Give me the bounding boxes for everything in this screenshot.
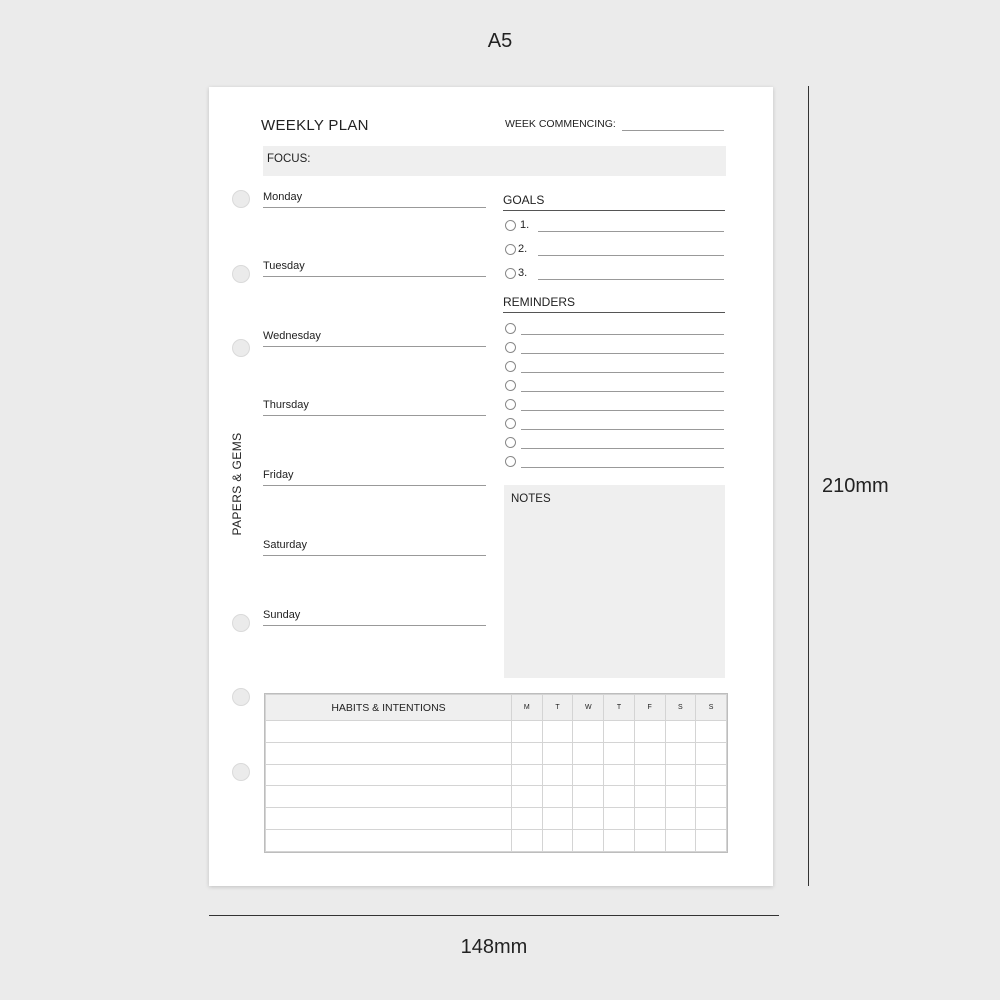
day-label: Wednesday (263, 330, 321, 342)
habit-day-header: S (696, 695, 727, 721)
habit-check-cell[interactable] (634, 721, 665, 743)
habits-body (266, 721, 727, 852)
day-label: Tuesday (263, 260, 305, 272)
habit-check-cell[interactable] (696, 721, 727, 743)
goal-checkbox[interactable] (505, 268, 516, 279)
habit-check-cell[interactable] (696, 764, 727, 786)
habit-day-header: M (512, 695, 543, 721)
habit-day-header: T (604, 695, 635, 721)
habit-row (266, 721, 727, 743)
habit-name-cell[interactable] (266, 742, 512, 764)
day-label: Friday (263, 469, 294, 481)
habit-check-cell[interactable] (542, 764, 573, 786)
habit-check-cell[interactable] (604, 742, 635, 764)
week-commencing-line (622, 130, 724, 131)
page-title: WEEKLY PLAN (261, 117, 369, 134)
goal-number: 3. (518, 267, 528, 279)
habit-check-cell[interactable] (542, 721, 573, 743)
day-label: Monday (263, 191, 303, 203)
habit-name-cell[interactable] (266, 764, 512, 786)
habit-row (266, 742, 727, 764)
habit-check-cell[interactable] (512, 764, 543, 786)
binder-hole (232, 339, 250, 357)
binder-hole (232, 688, 250, 706)
habit-row (266, 786, 727, 808)
reminder-line (521, 353, 724, 354)
habit-check-cell[interactable] (634, 808, 665, 830)
habit-check-cell[interactable] (665, 764, 696, 786)
habit-day-header: S (665, 695, 696, 721)
goal-number: 1. (520, 219, 530, 231)
habit-check-cell[interactable] (665, 808, 696, 830)
habit-check-cell[interactable] (542, 786, 573, 808)
reminder-checkbox[interactable] (505, 418, 516, 429)
habit-check-cell[interactable] (573, 830, 604, 852)
habit-check-cell[interactable] (542, 830, 573, 852)
day-monday (263, 191, 486, 208)
goal-line (538, 231, 724, 232)
habit-check-cell[interactable] (573, 786, 604, 808)
habit-check-cell[interactable] (512, 830, 543, 852)
habit-check-cell[interactable] (604, 721, 635, 743)
habit-check-cell[interactable] (604, 808, 635, 830)
reminders-heading (503, 295, 725, 313)
reminder-checkbox[interactable] (505, 380, 516, 391)
focus-label: FOCUS: (267, 153, 311, 165)
width-dimension-line (209, 915, 779, 916)
binder-hole (232, 763, 250, 781)
habit-check-cell[interactable] (665, 830, 696, 852)
habit-day-header: F (634, 695, 665, 721)
width-dimension-label: 148mm (460, 936, 528, 958)
day-wednesday (263, 330, 486, 347)
focus-box (263, 146, 726, 176)
habit-check-cell[interactable] (542, 742, 573, 764)
day-tuesday (263, 260, 486, 277)
habit-check-cell[interactable] (604, 786, 635, 808)
habit-check-cell[interactable] (512, 742, 543, 764)
habit-day-header: T (542, 695, 573, 721)
habit-check-cell[interactable] (665, 721, 696, 743)
habit-name-cell[interactable] (266, 721, 512, 743)
habit-check-cell[interactable] (665, 786, 696, 808)
reminder-line (521, 467, 724, 468)
habit-check-cell[interactable] (696, 742, 727, 764)
goals-title: GOALS (503, 193, 545, 207)
habit-name-cell[interactable] (266, 786, 512, 808)
habit-name-cell[interactable] (266, 830, 512, 852)
goal-number: 2. (518, 243, 528, 255)
habits-tracker (264, 693, 728, 853)
habit-check-cell[interactable] (696, 808, 727, 830)
habit-row (266, 830, 727, 852)
habits-header-row (266, 695, 727, 721)
habit-name-cell[interactable] (266, 808, 512, 830)
habit-check-cell[interactable] (604, 764, 635, 786)
reminders-title: REMINDERS (503, 295, 576, 309)
binder-hole (232, 265, 250, 283)
habit-check-cell[interactable] (604, 830, 635, 852)
habit-check-cell[interactable] (665, 742, 696, 764)
habit-check-cell[interactable] (634, 830, 665, 852)
brand-text: PAPERS & GEMS (230, 432, 244, 536)
habit-check-cell[interactable] (512, 808, 543, 830)
goal-checkbox[interactable] (505, 220, 516, 231)
binder-hole (232, 190, 250, 208)
goal-line (538, 255, 724, 256)
binder-hole (232, 614, 250, 632)
goals-heading (503, 193, 725, 211)
habits-table (265, 694, 727, 852)
habit-check-cell[interactable] (634, 786, 665, 808)
habit-check-cell[interactable] (573, 808, 604, 830)
day-friday (263, 469, 486, 486)
goal-checkbox[interactable] (505, 244, 516, 255)
reminder-line (521, 372, 724, 373)
day-saturday (263, 539, 486, 556)
reminder-line (521, 410, 724, 411)
reminder-checkbox[interactable] (505, 342, 516, 353)
paper-size-label: A5 (487, 30, 513, 52)
habit-row (266, 764, 727, 786)
height-dimension-line (808, 86, 809, 886)
day-label: Saturday (263, 539, 308, 551)
habit-check-cell[interactable] (512, 721, 543, 743)
notes-label: NOTES (511, 493, 551, 505)
reminder-checkbox[interactable] (505, 399, 516, 410)
notes-box (504, 485, 725, 678)
height-dimension-label: 210mm (822, 475, 889, 497)
habit-check-cell[interactable] (696, 830, 727, 852)
habit-check-cell[interactable] (512, 786, 543, 808)
day-thursday (263, 399, 486, 416)
planner-page (209, 87, 773, 886)
reminder-checkbox[interactable] (505, 456, 516, 467)
week-commencing-label: WEEK COMMENCING: (505, 118, 616, 130)
reminder-checkbox[interactable] (505, 437, 516, 448)
goal-line (538, 279, 724, 280)
reminder-checkbox[interactable] (505, 361, 516, 372)
reminder-checkbox[interactable] (505, 323, 516, 334)
reminder-line (521, 391, 724, 392)
reminder-line (521, 334, 724, 335)
day-sunday (263, 609, 486, 626)
reminder-line (521, 429, 724, 430)
reminder-line (521, 448, 724, 449)
habit-day-header: W (573, 695, 604, 721)
habit-check-cell[interactable] (696, 786, 727, 808)
habits-title: HABITS & INTENTIONS (266, 695, 512, 721)
habit-check-cell[interactable] (573, 764, 604, 786)
habit-check-cell[interactable] (634, 742, 665, 764)
day-label: Sunday (263, 609, 301, 621)
day-label: Thursday (263, 399, 309, 411)
habit-check-cell[interactable] (573, 721, 604, 743)
habit-check-cell[interactable] (634, 764, 665, 786)
habit-check-cell[interactable] (573, 742, 604, 764)
habit-row (266, 808, 727, 830)
habit-check-cell[interactable] (542, 808, 573, 830)
